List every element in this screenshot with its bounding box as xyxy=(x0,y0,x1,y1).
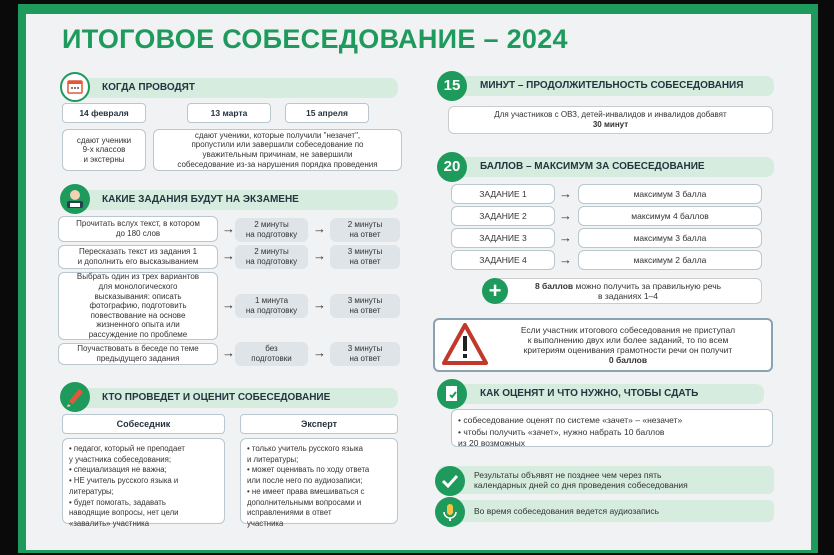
warning-icon xyxy=(442,322,488,366)
list-item: наводящие вопросы, нет цели xyxy=(69,508,179,518)
arrow-icon: → xyxy=(222,297,235,312)
tasks-header: КАКИЕ ЗАДАНИЯ БУДУТ НА ЭКЗАМЕНЕ xyxy=(62,190,398,210)
list-item: • только учитель русского языка xyxy=(247,444,363,453)
list-item: участника xyxy=(247,519,284,529)
calendar-icon xyxy=(60,72,90,102)
score-task-1: ЗАДАНИЕ 1 xyxy=(451,184,555,204)
arrow-icon: → xyxy=(313,345,326,360)
student-icon xyxy=(60,184,90,214)
duration-number: 15 xyxy=(437,71,467,101)
answer-row-3: 3 минуты на ответ xyxy=(330,294,400,318)
scores-number: 20 xyxy=(437,152,467,182)
who-first-box: сдают ученики 9-х классов и экстерны xyxy=(62,129,146,171)
list-item: исправлениями в ответ xyxy=(247,508,332,518)
arrow-icon: → xyxy=(222,248,235,263)
score-task-3: ЗАДАНИЕ 3 xyxy=(451,228,555,248)
arrow-icon: → xyxy=(222,345,235,360)
list-item: дополнительными вопросами и xyxy=(247,497,362,507)
score-max-3: максимум 3 балла xyxy=(578,228,762,248)
answer-row-4: 3 минуты на ответ xyxy=(330,342,400,366)
interlocutor-list xyxy=(62,438,225,529)
score-max-2: максимум 4 баллов xyxy=(578,206,762,226)
date-feb: 14 февраля xyxy=(62,103,146,123)
list-item: • НЕ учитель русского языка и xyxy=(69,476,179,486)
arrow-icon: → xyxy=(313,248,326,263)
duration-header: МИНУТ – ПРОДОЛЖИТЕЛЬНОСТЬ СОБЕСЕДОВАНИЯ xyxy=(440,76,774,96)
task-row-3: Выбрать один из трех вариантов для монологического высказывания: описать фотографию, подготовить повествование на основе жизненного опыта или рассуждение по проблеме xyxy=(58,272,218,340)
arrow-icon: → xyxy=(313,221,326,236)
duration-note-box: Для участников с ОВЗ, детей-инвалидов и инвалидов добавят 30 минут xyxy=(448,106,773,134)
microphone-icon xyxy=(435,497,465,527)
pencil-icon xyxy=(60,382,90,412)
list-item: • специализация не важна; xyxy=(69,465,167,475)
list-item: • будет помогать, задавать xyxy=(69,497,166,507)
document-check-icon xyxy=(437,379,467,409)
list-item: • не имеет права вмешиваться с xyxy=(247,486,365,496)
date-mar: 13 марта xyxy=(187,103,271,123)
list-item: литературы; xyxy=(69,486,114,496)
prep-row-2: 2 минуты на подготовку xyxy=(235,245,308,269)
scores-header: БАЛЛОВ – МАКСИМУМ ЗА СОБЕСЕДОВАНИЕ xyxy=(440,157,774,177)
checkmark-icon xyxy=(435,466,465,496)
date-apr: 15 апреля xyxy=(285,103,369,123)
score-task-2: ЗАДАНИЕ 2 xyxy=(451,206,555,226)
warning-box: Если участник итогового собеседования не приступал к выполнению двух или более заданий, то по всем критериям оценивания грамотности речи он получит 0 баллов xyxy=(433,318,773,372)
arrow-icon: → xyxy=(222,221,235,236)
task-row-1: Прочитать вслух текст, в котором до 180 слов xyxy=(58,216,218,242)
arrow-icon: → xyxy=(559,186,572,201)
list-item: из 20 возможных xyxy=(458,438,525,449)
arrow-icon: → xyxy=(559,230,572,245)
score-max-4: максимум 2 балла xyxy=(578,250,762,270)
list-item: и литературы; xyxy=(247,454,299,464)
list-item: • собеседование оценят по системе «зачет» – «незачет» xyxy=(458,415,683,425)
plus-icon: + xyxy=(482,278,508,304)
page-title: ИТОГОВОЕ СОБЕСЕДОВАНИЕ – 2024 xyxy=(62,24,568,54)
when-header: КОГДА ПРОВОДЯТ xyxy=(62,78,398,98)
task-row-2: Пересказать текст из задания 1 и дополнить его высказыванием xyxy=(58,245,218,269)
interlocutor-title: Собеседник xyxy=(62,414,225,434)
list-item: у участника собеседования; xyxy=(69,454,172,464)
who-retake-box: сдают ученики, которые получили "незачет", пропустили или завершили собеседование по уважительным причинам, не завершили собеседование из-за нарушения порядка проведения xyxy=(153,129,402,171)
prep-row-1: 2 минуты на подготовку xyxy=(235,218,308,242)
task-row-4: Поучаствовать в беседе по теме предыдущего задания xyxy=(58,343,218,365)
list-item: • может оценивать по ходу ответа xyxy=(247,465,370,475)
audio-box: Во время собеседования ведется аудиозапись xyxy=(438,500,774,522)
evaluation-header: КАК ОЦЕНЯТ И ЧТО НУЖНО, ЧТОБЫ СДАТЬ xyxy=(440,384,764,404)
bonus-box: 8 баллов можно получить за правильную речь в заданиях 1–4 xyxy=(494,278,762,304)
arrow-icon: → xyxy=(313,297,326,312)
list-item: «завалить» участника xyxy=(69,519,150,529)
answer-row-2: 3 минуты на ответ xyxy=(330,245,400,269)
expert-list xyxy=(240,438,398,529)
arrow-icon: → xyxy=(559,208,572,223)
score-task-4: ЗАДАНИЕ 4 xyxy=(451,250,555,270)
list-item: • чтобы получить «зачет», нужно набрать 10 баллов xyxy=(458,426,665,437)
expert-title: Эксперт xyxy=(240,414,398,434)
who-conducts-header: КТО ПРОВЕДЕТ И ОЦЕНИТ СОБЕСЕДОВАНИЕ xyxy=(62,388,398,408)
answer-row-1: 2 минуты на ответ xyxy=(330,218,400,242)
prep-row-3: 1 минута на подготовку xyxy=(235,294,308,318)
score-max-1: максимум 3 балла xyxy=(578,184,762,204)
arrow-icon: → xyxy=(559,252,572,267)
list-item: • педагог, который не преподает xyxy=(69,444,185,453)
evaluation-list xyxy=(451,409,773,447)
list-item: или после него по аудиозаписи; xyxy=(247,476,363,486)
prep-row-4: без подготовки xyxy=(235,342,308,366)
results-box: Результаты объявят не позднее чем через пять календарных дней со дня проведения собеседования xyxy=(438,466,774,494)
